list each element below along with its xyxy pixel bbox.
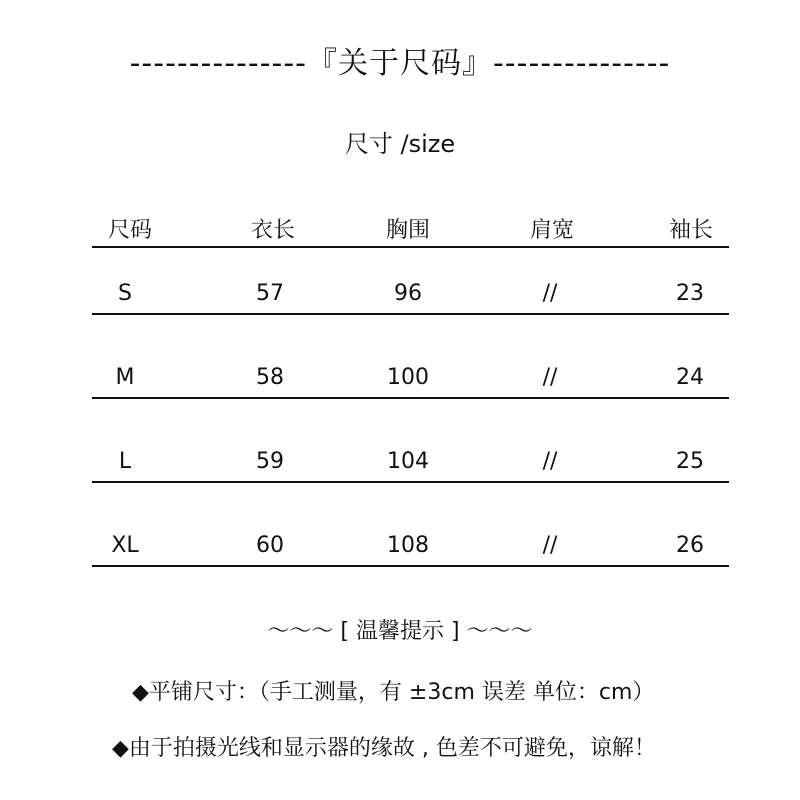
tip-measure-note: ◆平铺尺寸：（手工测量，有 ±3cm 误差 单位：cm）: [132, 680, 655, 705]
tip-color-note: ◆由于拍摄光线和显示器的缘故 , 色差不可避免，谅解！: [112, 736, 656, 761]
cell-chest: 100: [387, 365, 429, 390]
cell-size: L: [118, 449, 132, 474]
column-header-size: 尺码: [107, 218, 152, 243]
tips-title: ～～～ [ 温馨提示 ] ～～～: [267, 619, 533, 644]
column-header-sleeve: 袖长: [668, 218, 713, 243]
cell-chest: 96: [394, 281, 422, 306]
cell-length: 57: [256, 281, 284, 306]
page-title: ---------------『关于尺码』---------------: [129, 46, 671, 81]
row-divider: [92, 565, 729, 567]
cell-chest: 108: [387, 533, 429, 558]
cell-shoulder: //: [542, 533, 558, 558]
cell-chest: 104: [387, 449, 429, 474]
cell-size: S: [118, 281, 132, 306]
row-divider: [92, 313, 729, 315]
cell-sleeve: 26: [676, 533, 704, 558]
row-divider: [92, 481, 729, 483]
header-divider: [92, 246, 729, 248]
column-header-length: 衣长: [250, 218, 295, 243]
cell-sleeve: 24: [676, 365, 704, 390]
cell-sleeve: 23: [676, 281, 704, 306]
cell-length: 59: [256, 449, 284, 474]
cell-size: XL: [111, 533, 139, 558]
cell-shoulder: //: [542, 449, 558, 474]
cell-sleeve: 25: [676, 449, 704, 474]
column-header-chest: 胸围: [385, 218, 430, 243]
cell-shoulder: //: [542, 365, 558, 390]
column-header-shoulder: 肩宽: [529, 218, 574, 243]
cell-size: M: [115, 365, 135, 390]
cell-length: 58: [256, 365, 284, 390]
row-divider: [92, 397, 729, 399]
cell-length: 60: [256, 533, 284, 558]
size-subtitle: 尺寸 /size: [344, 130, 456, 158]
cell-shoulder: //: [542, 281, 558, 306]
